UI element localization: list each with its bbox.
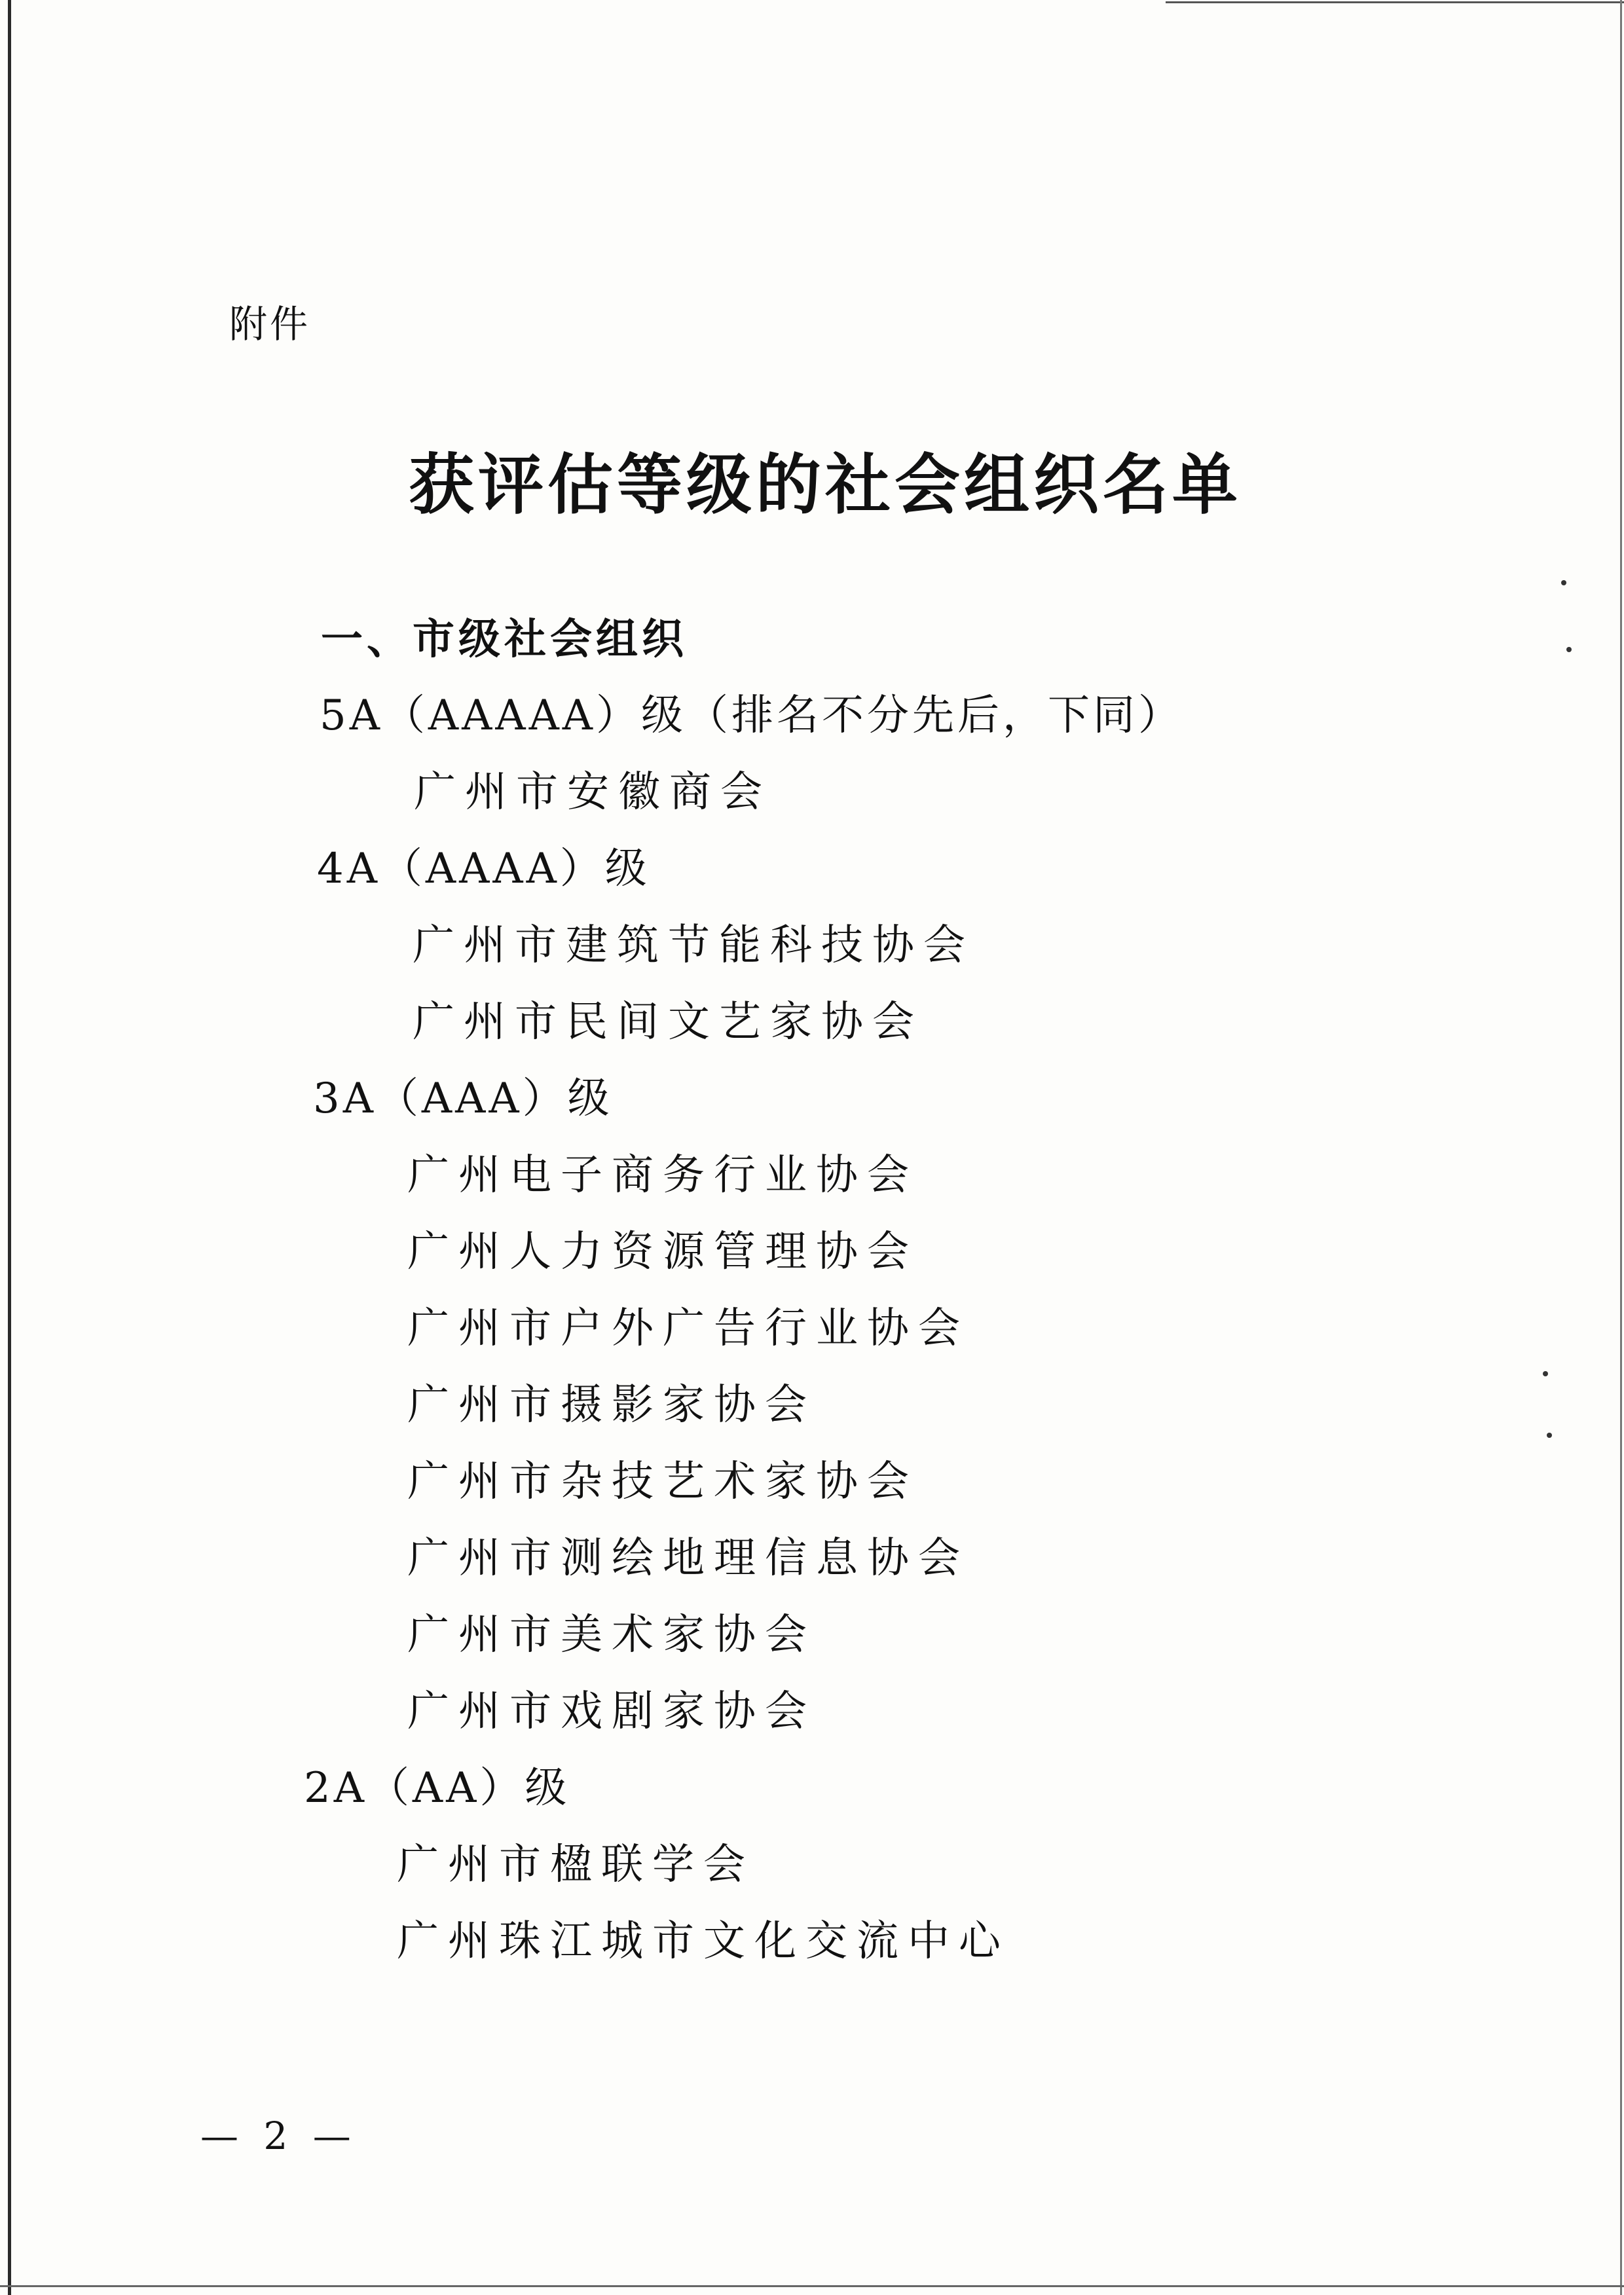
grade-list [0, 678, 1624, 1980]
grade-heading: 5A（AAAAA）级（排名不分先后，下同） [320, 691, 1184, 740]
organization-item: 广州市户外广告行业协会 [407, 1304, 969, 1353]
document-title: 获评估等级的社会组织名单 [409, 446, 1242, 523]
grade-heading: 2A（AA）级 [304, 1764, 570, 1812]
organization-item: 广州电子商务行业协会 [407, 1151, 918, 1200]
organization-item: 广州市戏剧家协会 [407, 1687, 816, 1736]
organization-item: 广州市美术家协会 [407, 1611, 816, 1659]
grade-heading: 3A（AAA）级 [313, 1074, 613, 1123]
organization-item: 广州市民间文艺家协会 [413, 998, 923, 1046]
grade-heading: 4A（AAAA）级 [317, 845, 650, 893]
organization-item: 广州市杂技艺术家协会 [407, 1458, 918, 1506]
organization-item: 广州珠江城市文化交流中心 [397, 1917, 1010, 1966]
scan-speck [1561, 580, 1566, 585]
attachment-label: 附件 [229, 302, 311, 346]
organization-item: 广州市建筑节能科技协会 [413, 921, 974, 970]
organization-item: 广州市安徽商会 [414, 768, 771, 817]
grade-group [0, 831, 1624, 1061]
page-number: — 2 — [200, 2114, 358, 2158]
organization-item: 广州人力资源管理协会 [407, 1228, 918, 1276]
section-heading: 一、市级社会组织 [321, 615, 688, 664]
grade-group [0, 678, 1624, 831]
organization-item: 广州市楹联学会 [397, 1841, 754, 1889]
organization-item: 广州市摄影家协会 [407, 1381, 816, 1429]
scan-edge-bottom [0, 2285, 1624, 2287]
grade-group [0, 1750, 1624, 1980]
organization-item: 广州市测绘地理信息协会 [407, 1534, 969, 1583]
scan-speck [1566, 647, 1572, 652]
grade-group [0, 1061, 1624, 1750]
scan-edge-top [1166, 1, 1624, 3]
